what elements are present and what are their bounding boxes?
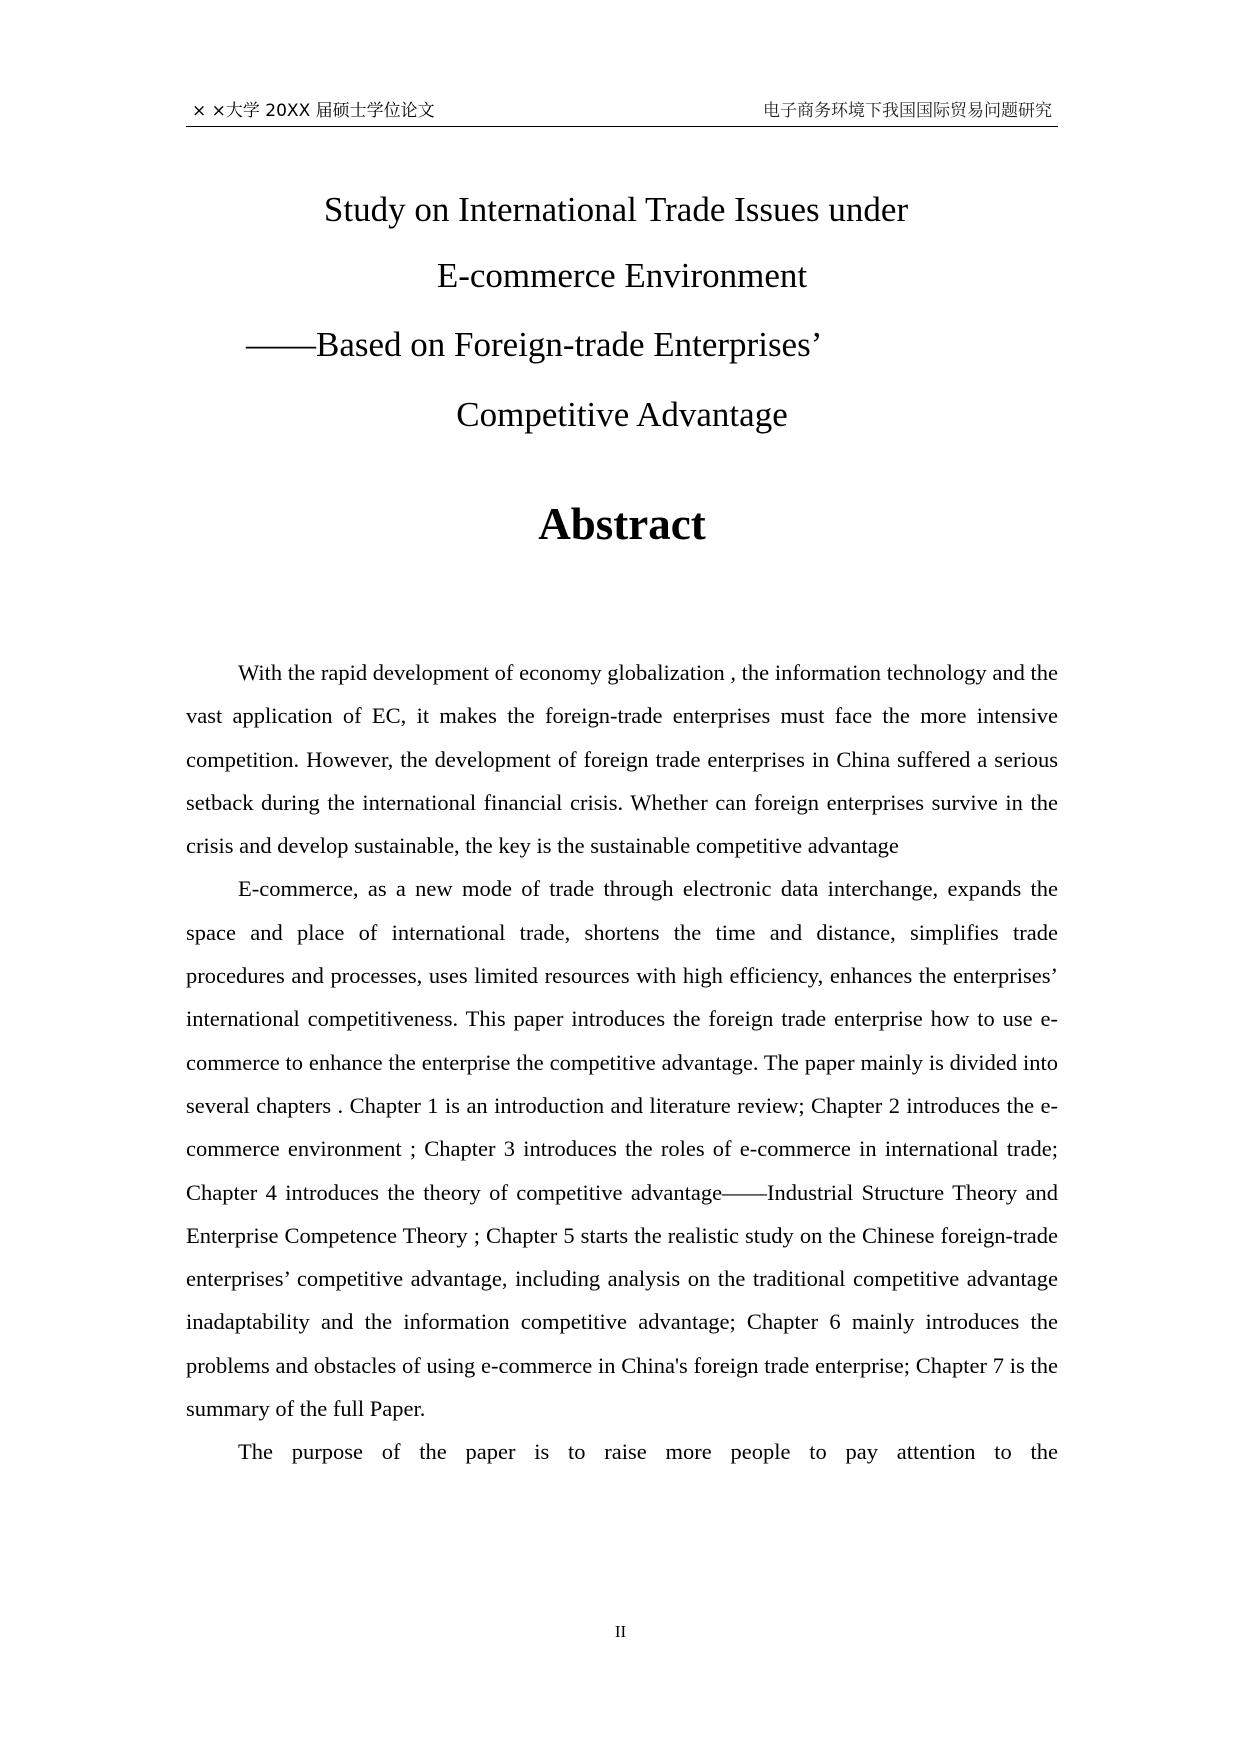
title-line-1: Study on International Trade Issues under [323, 190, 909, 229]
page-header [186, 100, 1058, 127]
title-line-3: ——Based on Foreign-trade Enterprises’ [246, 325, 823, 364]
abstract-body [186, 651, 1058, 1474]
abstract-paragraph-2: E-commerce, as a new mode of trade through electronic data interchange, expands the space and place of international trade, shortens the time and distance, simplifies trade procedures and processes, uses limited resources with high efficiency, enhances the enterprises’ international competitiveness. This paper introduces the foreign trade enterprise how to use e-commerce to enhance the enterprise the competitive advantage. The paper mainly is divided into several chapters . Chapter 1 is an introduction and literature review; Chapter 2 introduces the e-commerce environment ; Chapter 3 introduces the roles of e-commerce in international trade; Chapter 4 introduces the theory of competitive advantage——Industrial Structure Theory and Enterprise Competence Theory ; Chapter 5 starts the realistic study on the Chinese foreign-trade enterprises’ competitive advantage, including analysis on the traditional competitive advantage inadaptability and the information competitive advantage; Chapter 6 mainly introduces the problems and obstacles of using e-commerce in China's foreign trade enterprise; Chapter 7 is the summary of the full Paper. [186, 876, 1058, 1422]
abstract-heading: Abstract [538, 499, 706, 549]
title-line-4: Competitive Advantage [456, 395, 788, 434]
abstract-paragraph-1: With the rapid development of economy globalization , the information technology and the vast application of EC, it makes the foreign-trade enterprises must face the more intensive competition. However, the development of foreign trade enterprises in China suffered a serious setback during the international financial crisis. Whether can foreign enterprises survive in the crisis and develop sustainable, the key is the sustainable competitive advantage [186, 660, 1058, 859]
header-thesis-title: 电子商务环境下我国国际贸易问题研究 [763, 101, 1052, 121]
header-university-thesis: × ×大学 20XX 届硕士学位论文 [192, 101, 435, 121]
page-number: II [614, 1622, 627, 1641]
abstract-paragraph-3: The purpose of the paper is to raise more people to pay attention to the [238, 1439, 1058, 1465]
title-line-2: E-commerce Environment [436, 256, 808, 295]
